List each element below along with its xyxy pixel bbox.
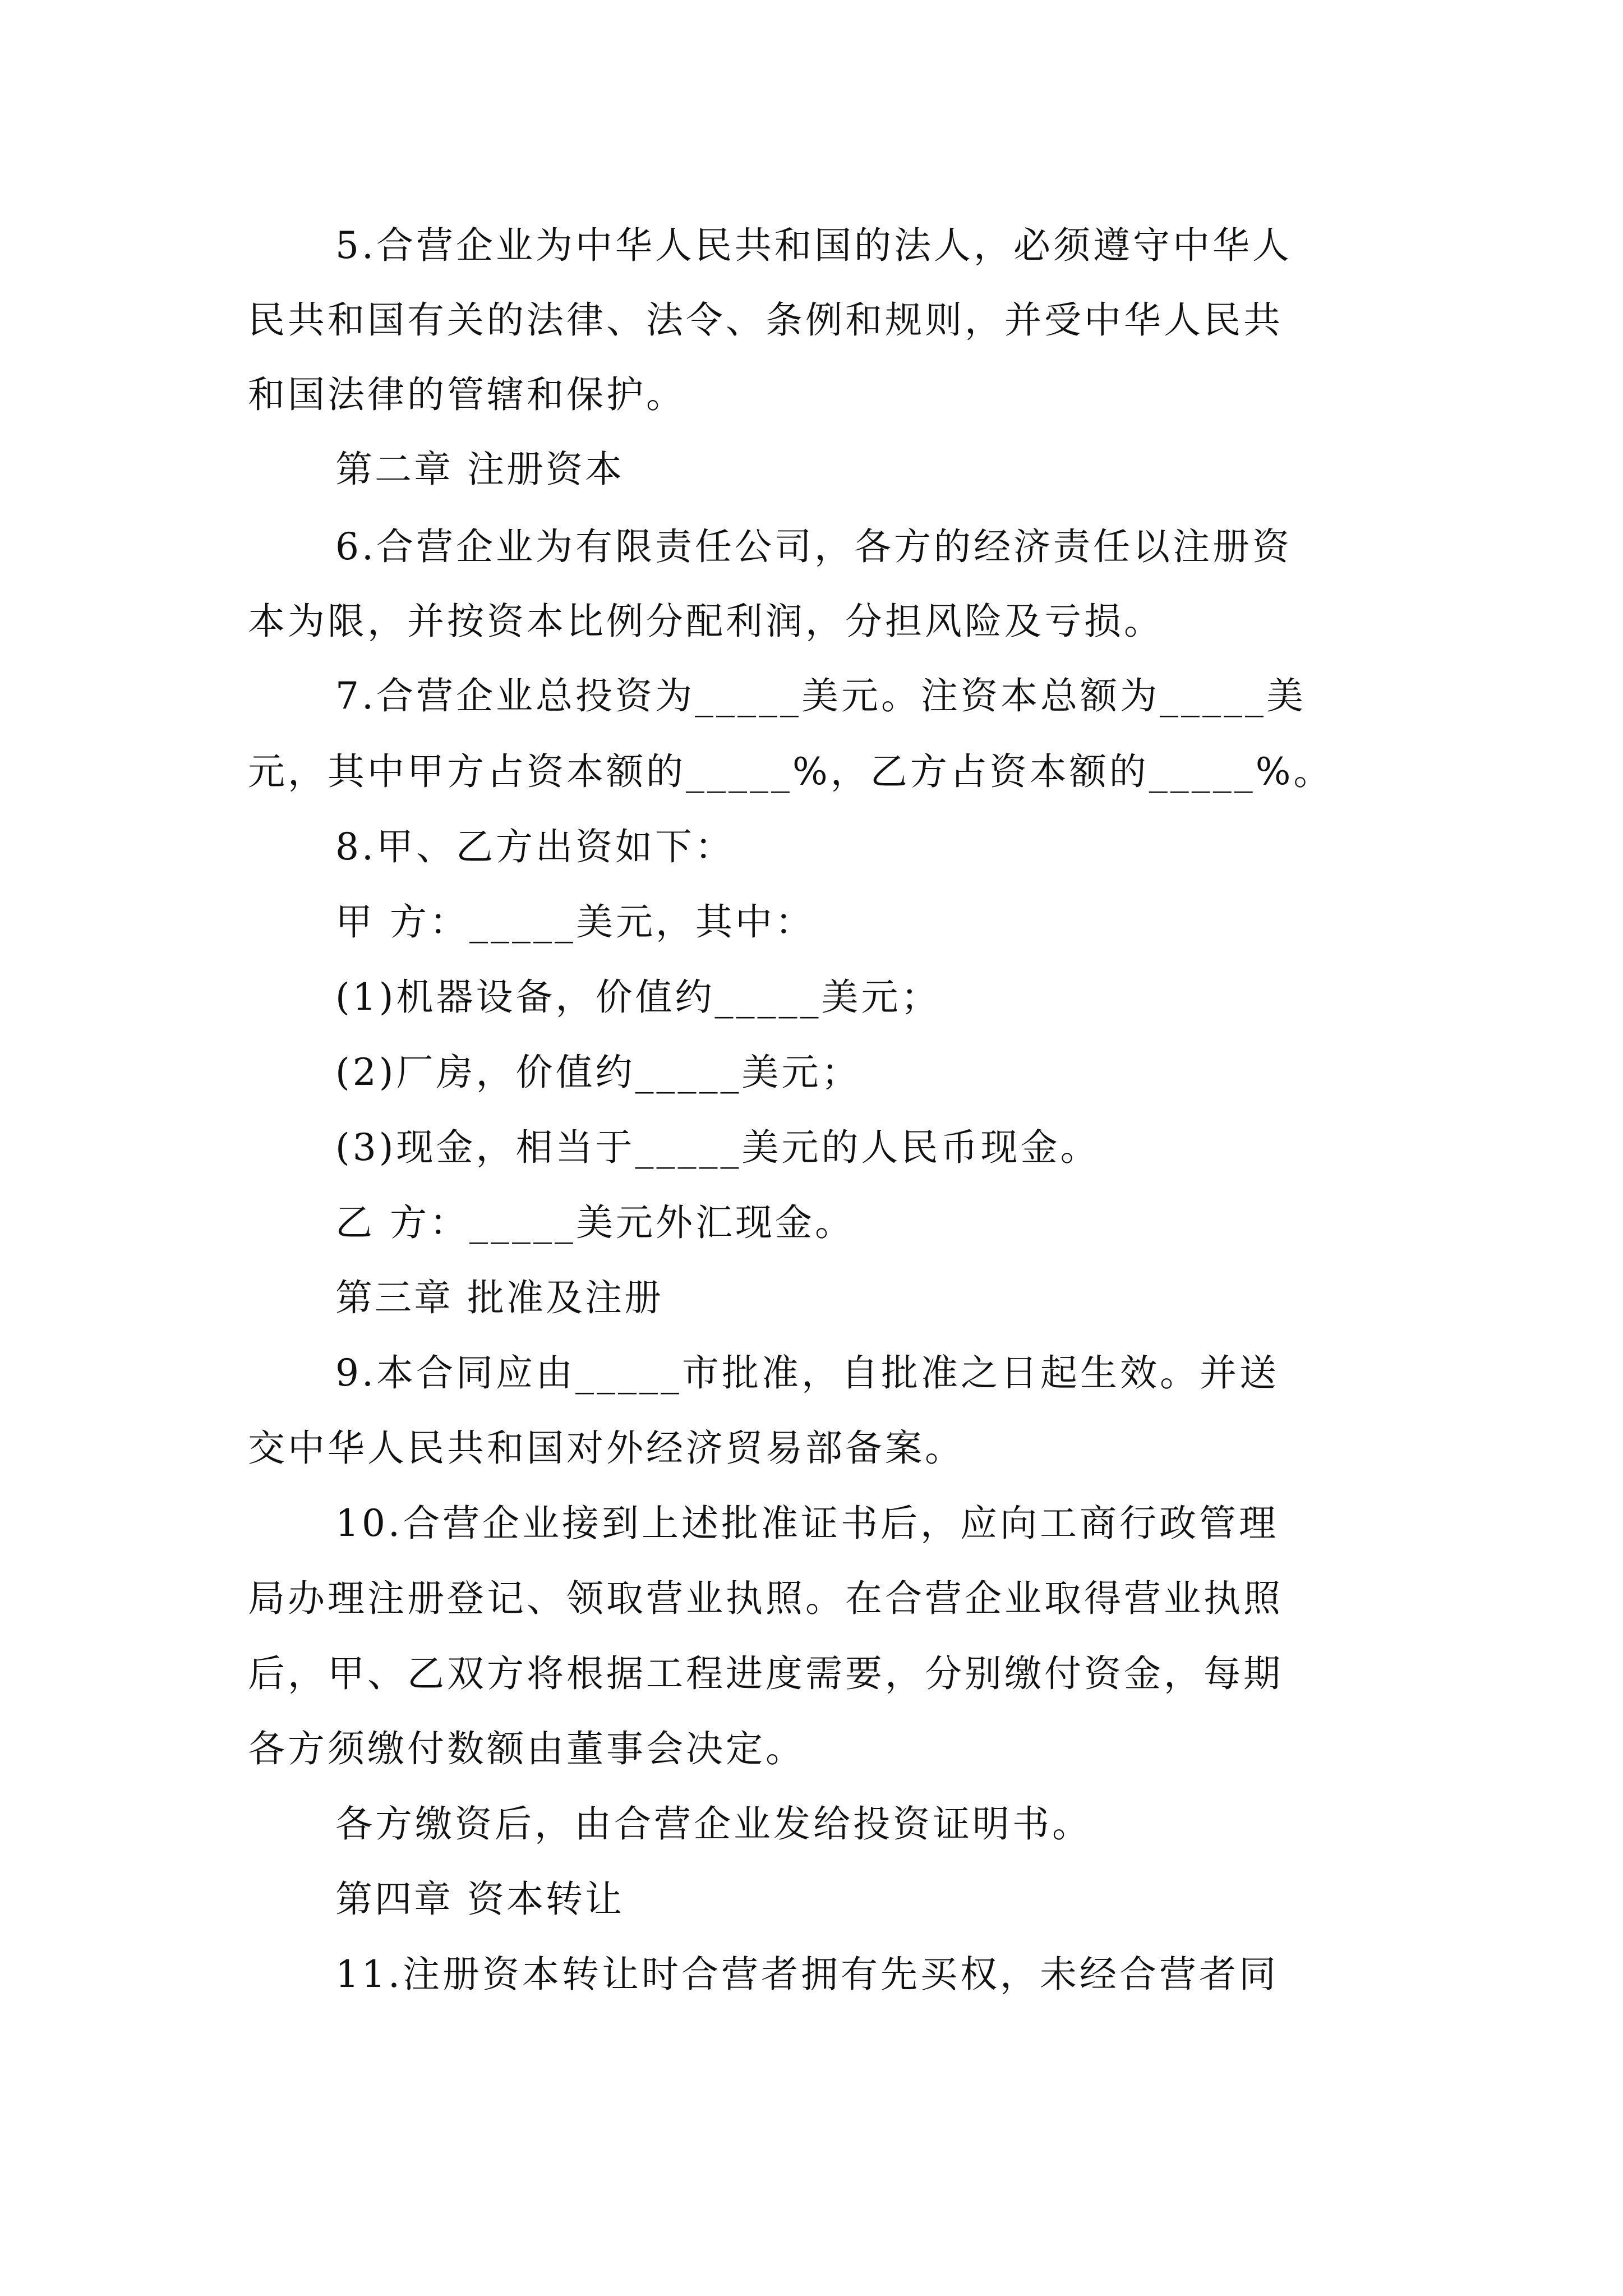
article-7-line-2: 元，其中甲方占资本额的_____%，乙方占资本额的_____%。 [248,750,1334,793]
investment-certificate-line: 各方缴资后，由合营企业发给投资证明书。 [335,1802,1092,1846]
article-10-line-2: 局办理注册登记、领取营业执照。在合营企业取得营业执照 [248,1577,1283,1620]
article-6-line-2: 本为限，并按资本比例分配利润，分担风险及亏损。 [248,600,1164,643]
party-a-item-2: (2)厂房，价值约_____美元； [335,1051,861,1094]
article-10-line-4: 各方须缴付数额由董事会决定。 [248,1727,805,1770]
article-6-line-1: 6.合营企业为有限责任公司，各方的经济责任以注册资 [335,525,1292,568]
party-a-contribution: 甲 方：_____美元，其中： [335,900,815,944]
party-b-contribution: 乙 方：_____美元外汇现金。 [335,1201,855,1244]
article-10-line-1: 10.合营企业接到上述批准证书后，应向工商行政管理 [335,1502,1279,1545]
chapter-2-heading: 第二章 注册资本 [335,448,624,491]
article-5-line-1: 5.合营企业为中华人民共和国的法人，必须遵守中华人 [335,224,1292,267]
article-9-line-2: 交中华人民共和国对外经济贸易部备案。 [248,1427,965,1470]
party-a-item-3: (3)现金，相当于_____美元的人民币现金。 [335,1126,1100,1169]
chapter-3-heading: 第三章 批准及注册 [335,1276,663,1319]
article-5-line-2: 民共和国有关的法律、法令、条例和规则，并受中华人民共 [248,298,1283,342]
article-5-line-3: 和国法律的管辖和保护。 [248,373,686,416]
article-8-line-1: 8.甲、乙方出资如下： [335,825,735,868]
chapter-4-heading: 第四章 资本转让 [335,1878,624,1921]
article-9-line-1: 9.本合同应由_____市批准，自批准之日起生效。并送 [335,1351,1279,1395]
article-10-line-3: 后，甲、乙双方将根据工程进度需要，分别缴付资金，每期 [248,1652,1283,1695]
article-11-line-1: 11.注册资本转让时合营者拥有先买权，未经合营者同 [335,1953,1279,1996]
party-a-item-1: (1)机器设备，价值约_____美元； [335,976,941,1019]
article-7-line-1: 7.合营企业总投资为_____美元。注资本总额为_____美 [335,674,1306,717]
